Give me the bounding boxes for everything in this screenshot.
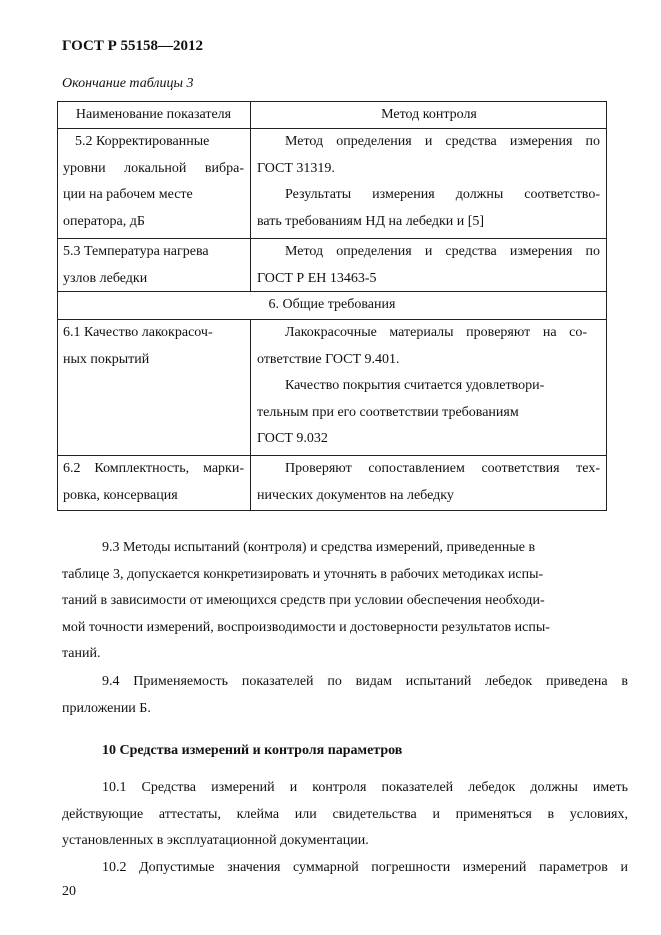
- cell-line: Результаты измерения должны соответство-: [285, 187, 600, 202]
- cell-line: ответствие ГОСТ 9.401.: [257, 351, 400, 367]
- paragraph-10-1: [62, 775, 628, 855]
- row-5-2-method: [257, 129, 600, 235]
- cell-line: 6.1 Качество лакокрасоч-: [63, 325, 213, 340]
- cell-line: 6.2 Комплектность, марки-: [63, 461, 244, 476]
- text-line: 10.1 Средства измерений и контроля показателей лебедок должны иметь: [102, 780, 628, 795]
- text-line: таний в зависимости от имеющихся средств при условии обеспечения необходи-: [62, 593, 545, 608]
- cell-line: ГОСТ Р ЕН 13463-5: [257, 270, 377, 286]
- paragraph-9-3: [62, 535, 628, 668]
- text-line: 10.2 Допустимые значения суммарной погрешности измерений параметров и: [102, 860, 628, 875]
- cell-line: тельным при его соответствии требованиям: [257, 404, 519, 420]
- table-section-title: 6. Общие требования: [268, 297, 396, 312]
- cell-line: вать требованиям НД на лебедки и [5]: [257, 213, 485, 229]
- cell-line: Проверяют сопоставлением соответствия тех-: [285, 461, 600, 476]
- cell-line: ных покрытий: [63, 351, 150, 367]
- cell-line: 5.3 Температура нагрева: [63, 244, 209, 259]
- table-rule: [250, 101, 251, 291]
- cell-line: Качество покрытия считается удовлетвори-: [285, 378, 545, 393]
- cell-line: ГОСТ 9.032: [257, 431, 328, 446]
- cell-line: ГОСТ 31319.: [257, 160, 335, 176]
- row-6-1-name: [63, 320, 244, 373]
- cell-line: Метод определения и средства измерения по: [285, 134, 600, 149]
- column-header-name: Наименование показателя: [75, 107, 232, 122]
- row-6-2-method: [257, 456, 600, 509]
- table-caption: Окончание таблицы 3: [62, 76, 194, 91]
- table-rule: [57, 510, 607, 511]
- cell-line: нических документов на лебедку: [257, 487, 454, 503]
- row-5-2-name: [63, 129, 244, 235]
- table-3: [57, 101, 607, 511]
- row-5-3-name: [63, 239, 244, 292]
- row-6-1-method: [257, 320, 587, 453]
- cell-line: узлов лебедки: [63, 270, 148, 286]
- text-line: приложении Б.: [62, 700, 151, 716]
- text-line: мой точности измерений, воспроизводимости и достоверности результатов испы-: [62, 619, 550, 635]
- cell-line: ции на рабочем месте: [63, 187, 193, 202]
- cell-line: уровни локальной вибра-: [63, 160, 244, 176]
- cell-line: 5.2 Корректированные: [75, 134, 210, 149]
- page-number: 20: [62, 884, 76, 899]
- cell-line: оператора, дБ: [63, 213, 145, 229]
- cell-line: Лакокрасочные материалы проверяют на со-: [285, 325, 587, 340]
- text-line: действующие аттестаты, клейма или свидетельства и применяться в условиях,: [62, 806, 628, 822]
- text-line: установленных в эксплуатационной документации.: [62, 833, 369, 848]
- text-line: таблице 3, допускается конкретизировать и уточнять в рабочих методиках испы-: [62, 566, 544, 582]
- cell-line: ровка, консервация: [63, 487, 178, 503]
- table-rule: [250, 319, 251, 510]
- column-header-method: Метод контроля: [381, 107, 477, 122]
- text-line: 9.3 Методы испытаний (контроля) и средства измерений, приведенные в: [102, 540, 536, 555]
- document-code: ГОСТ Р 55158—2012: [62, 38, 204, 54]
- cell-line: Метод определения и средства измерения по: [285, 244, 600, 259]
- paragraph-10-2: [62, 855, 628, 882]
- text-line: 9.4 Применяемость показателей по видам испытаний лебедок приведена в: [102, 674, 628, 689]
- text-line: таний.: [62, 646, 101, 661]
- paragraph-9-4: [62, 669, 628, 722]
- row-6-2-name: [63, 456, 244, 509]
- section-10-title: 10 Средства измерений и контроля параметров: [102, 743, 403, 758]
- row-5-3-method: [257, 239, 600, 292]
